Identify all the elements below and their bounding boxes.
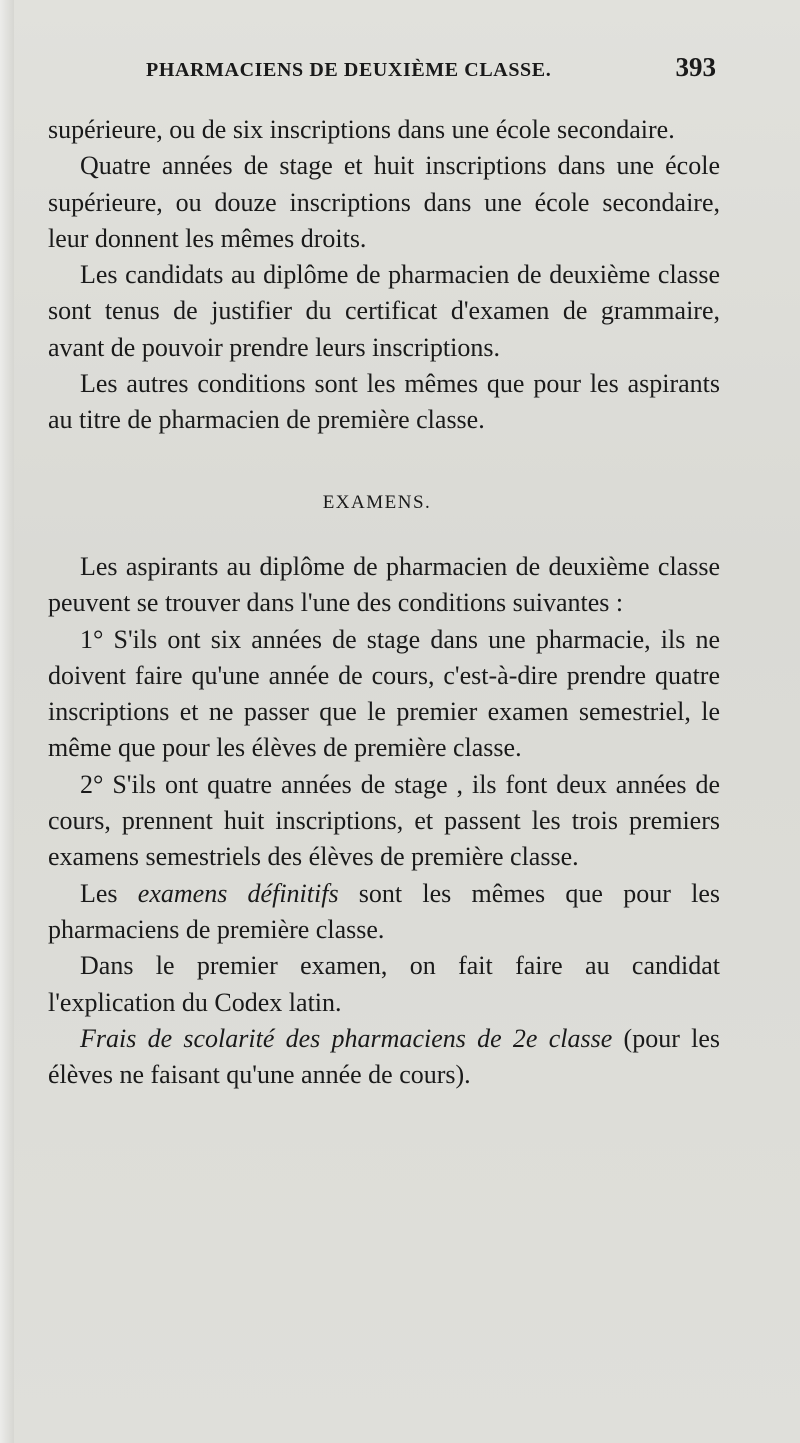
italic-term: Frais de scolarité des pharmaciens de 2e classe [80, 1023, 613, 1053]
paragraph-condition-1: 1° S'ils ont six années de stage dans une pharmacie, ils ne doivent faire qu'une année de cours, c'est-à-dire prendre quatre inscriptions et ne passer que le premier examen semestriel, le même que pour les élèves de première classe. [48, 624, 720, 763]
paragraph-condition-2: 2° S'ils ont quatre années de stage , ils font deux années de cours, prennent huit inscriptions, et passent les trois premiers examens semestriels des élèves de première classe. [48, 769, 720, 872]
paragraph-continuation: supérieure, ou de six inscriptions dans une école secondaire. [48, 115, 675, 144]
running-title: PHARMACIENS DE DEUXIÈME CLASSE. [146, 59, 552, 81]
text-segment: (pour les élèves ne faisant qu'une année de cours). [48, 1023, 720, 1090]
page-body [48, 112, 720, 1093]
section-heading: EXAMENS. [322, 491, 432, 513]
italic-term: examens définitifs [137, 878, 339, 908]
paragraph-other-conditions: Les autres conditions sont les mêmes que pour les aspirants au titre de pharmacien de première classe. [48, 369, 720, 435]
paragraph-final-exams [48, 876, 720, 949]
page-header [146, 52, 716, 86]
text-segment: sont les mêmes que pour les pharmaciens de première classe. [48, 878, 720, 944]
page-number: 393 [675, 52, 716, 82]
paragraph-first-exam: Dans le premier examen, on fait faire au candidat l'explication du Codex latin. [48, 951, 720, 1017]
paragraph-stage-duration: Quatre années de stage et huit inscriptions dans une école supérieure, ou douze inscriptions dans une école secondaire, leur donnent les mêmes droits. [48, 151, 720, 253]
paragraph-candidates: Les candidats au diplôme de pharmacien de deuxième classe sont tenus de justifier du certificat d'examen de grammaire, avant de pouvoir prendre leurs inscriptions. [48, 260, 720, 362]
paragraph-fees [48, 1021, 720, 1094]
paragraph-aspirants: Les aspirants au diplôme de pharmacien de deuxième classe peuvent se trouver dans l'une des conditions suivantes : [48, 551, 720, 618]
text-segment: Les [80, 878, 138, 908]
